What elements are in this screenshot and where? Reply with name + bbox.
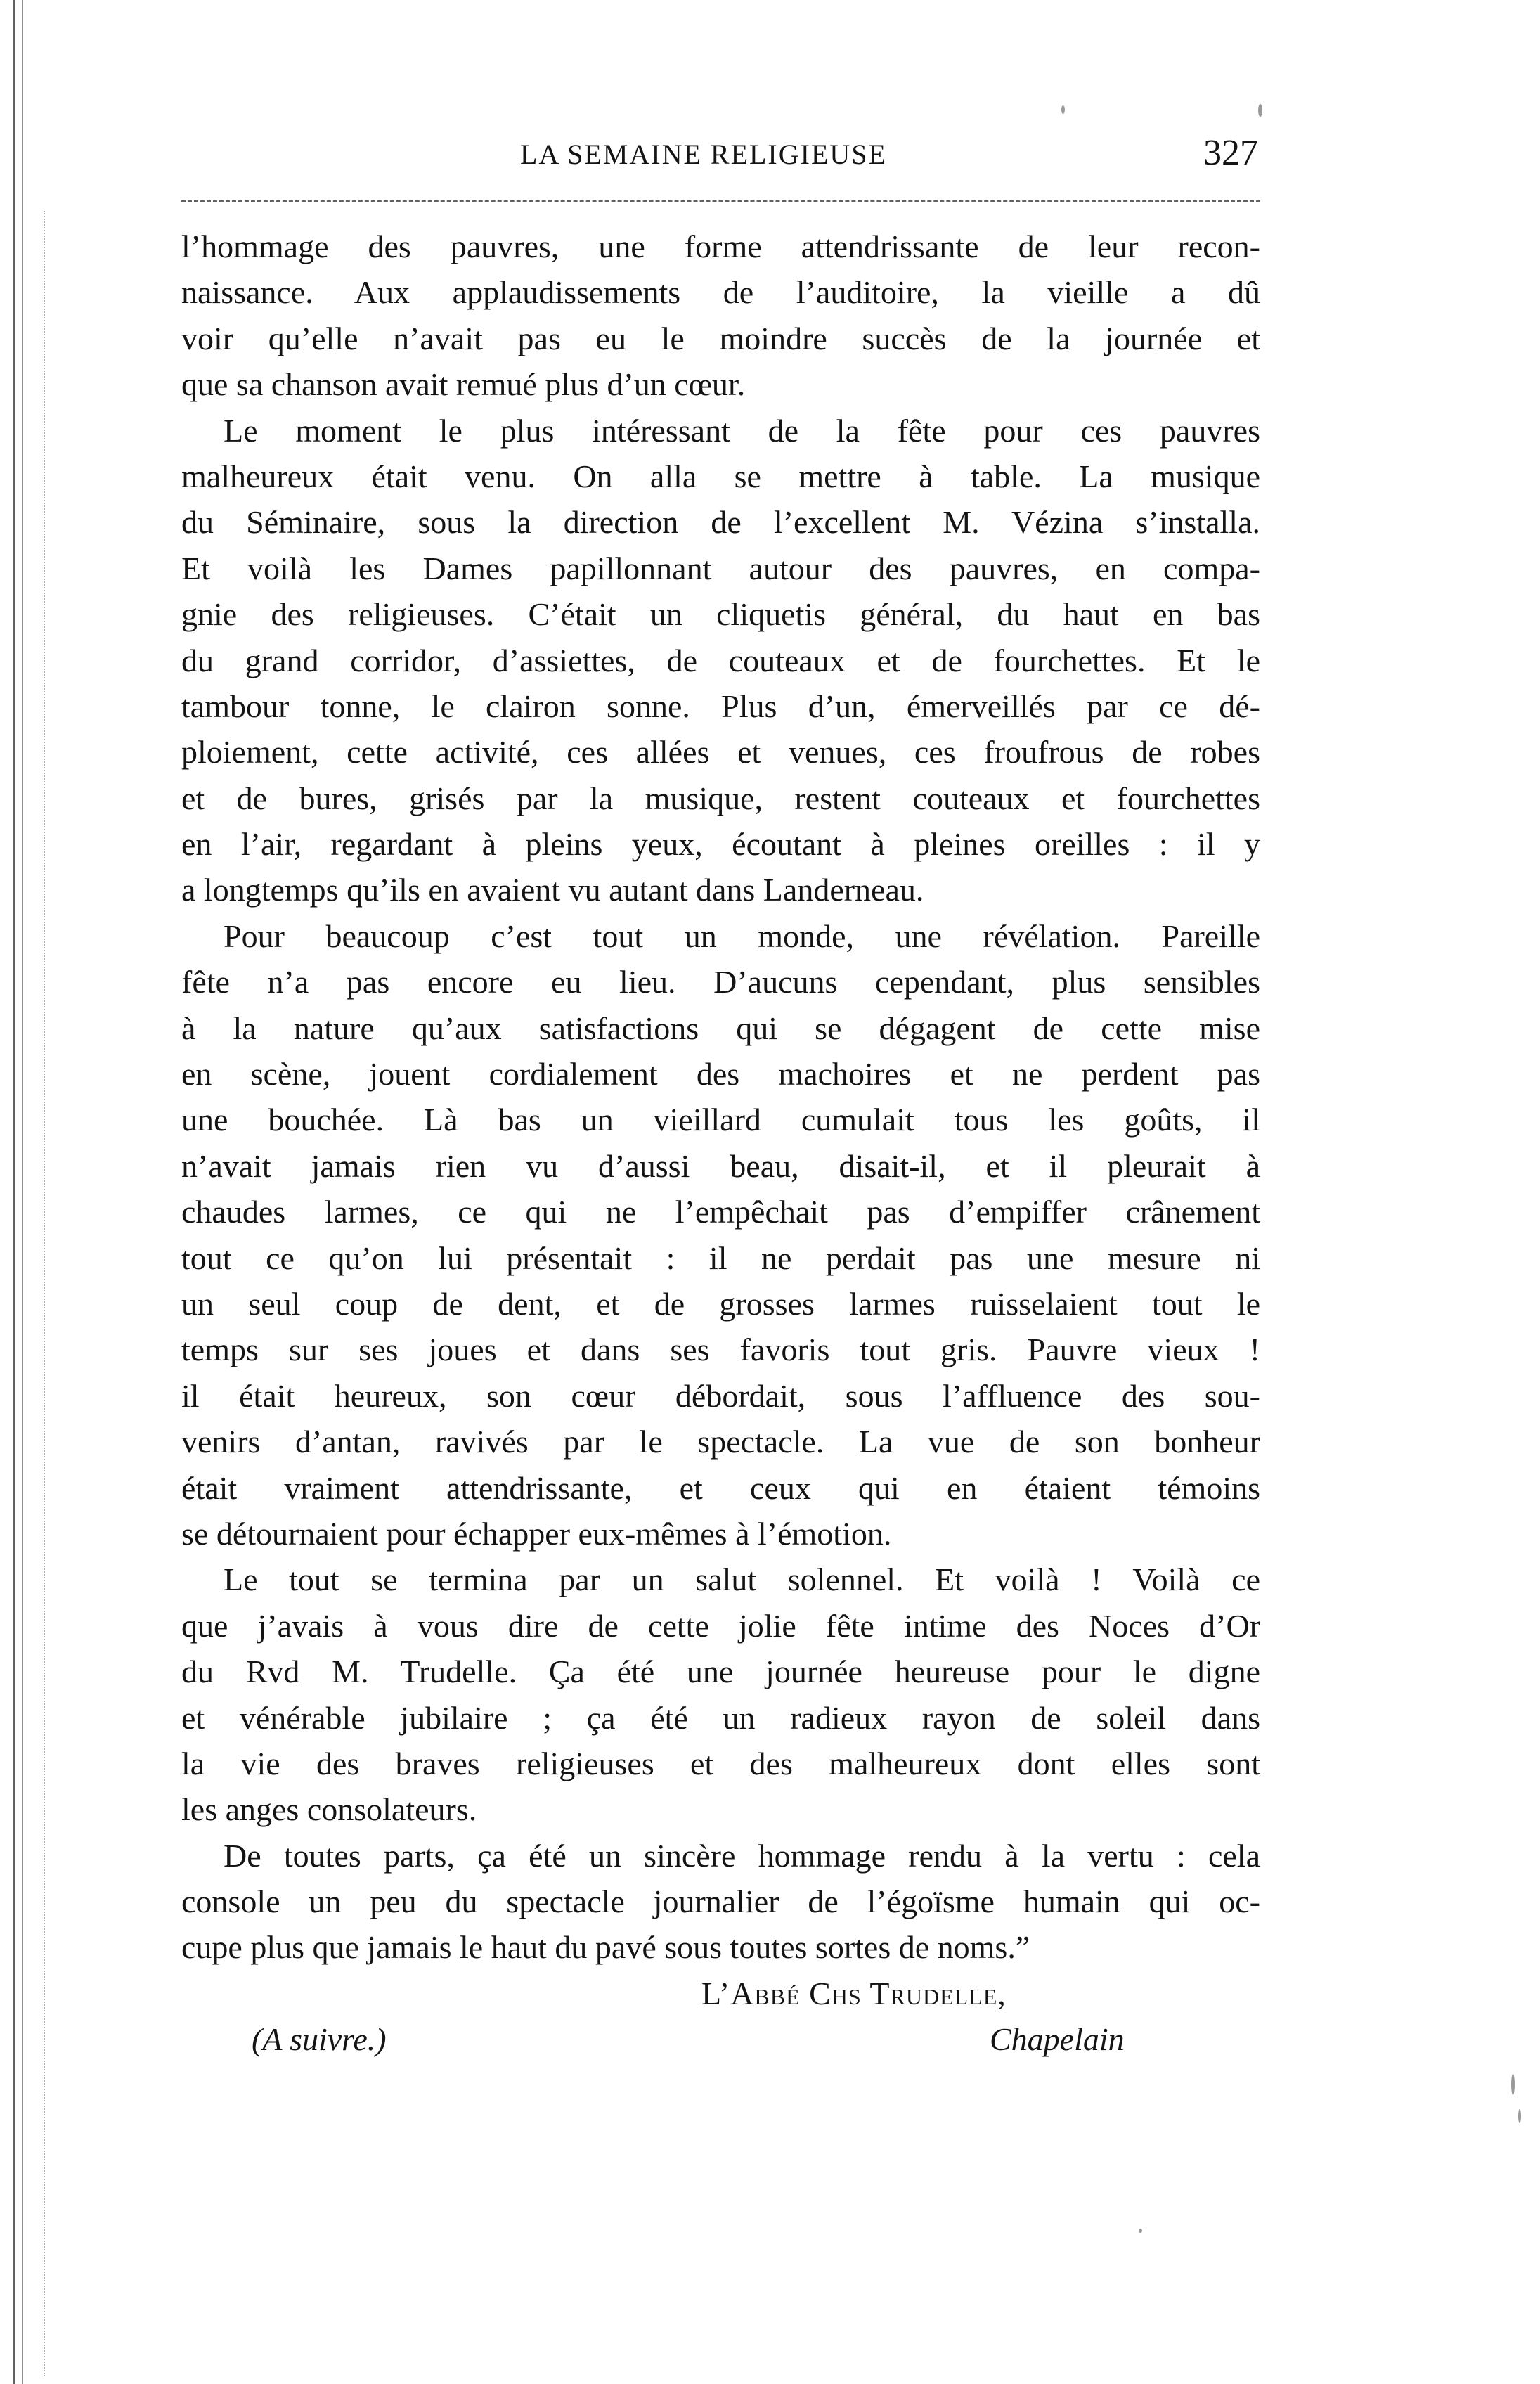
to-be-continued-note: (A suivre.) [252,2021,387,2058]
text-line: naissance. Aux applaudissements de l’auditoire, la vieille a dû [181,274,1260,311]
scan-speck [1139,2229,1142,2233]
text-line: du Séminaire, sous la direction de l’excellent M. Vézina s’installa. [181,504,1260,541]
running-title: LA SEMAINE RELIGIEUSE [520,138,887,170]
text-line: n’avait jamais rien vu d’aussi beau, disait-il, et il pleurait à [181,1147,1260,1184]
binding-edge-shadow [44,211,48,2376]
text-line: De toutes parts, ça été un sincère hommage rendu à la vertu : cela [224,1837,1260,1874]
text-line: cupe plus que jamais le haut du pavé sous toutes sortes de noms.” [181,1929,1030,1966]
signature-name: L’Abbé Chs Trudelle, [701,1975,1007,2011]
text-line: Le moment le plus intéressant de la fête pour ces pauvres [224,412,1260,449]
text-line: tout ce qu’on lui présentait : il ne perdait pas une mesure ni [181,1239,1260,1276]
text-line: du Rvd M. Trudelle. Ça été une journée heureuse pour le digne [181,1654,1260,1690]
text-line: chaudes larmes, ce qui ne l’empêchait pas d’empiffer crânement [181,1194,1260,1230]
scan-speck [1258,104,1262,117]
text-line: se détournaient pour échapper eux-mêmes à l’émotion. [181,1515,892,1552]
signature-line-2 [181,2016,1260,2062]
scan-speck [1518,2109,1521,2123]
binding-edge [13,0,23,2384]
scan-speck [1511,2074,1515,2095]
signature-title: Chapelain [990,2021,1125,2058]
text-line: que sa chanson avait remué plus d’un cœur. [181,366,746,403]
running-head [176,133,1258,187]
text-line: ploiement, cette activité, ces allées et venues, ces froufrous de robes [181,734,1260,771]
text-line: la vie des braves religieuses et des malheureux dont elles sont [181,1745,1260,1781]
page-number: 327 [1203,133,1258,173]
text-line: l’hommage des pauvres, une forme attendrissante de leur recon- [181,228,1260,264]
text-line: les anges consolateurs. [181,1791,477,1828]
text-line: était vraiment attendrissante, et ceux qui en étaient témoins [181,1469,1260,1506]
text-line: voir qu’elle n’avait pas eu le moindre succès de la journée et [181,320,1260,356]
text-line: a longtemps qu’ils en avaient vu autant dans Landerneau. [181,872,924,908]
text-line: et de bures, grisés par la musique, restent couteaux et fourchettes [181,780,1260,816]
text-line: et vénérable jubilaire ; ça été un radieux rayon de soleil dans [181,1699,1260,1736]
text-line: console un peu du spectacle journalier de l’égoïsme humain qui oc- [181,1883,1260,1920]
scan-speck [1061,105,1065,114]
text-line: temps sur ses joues et dans ses favoris tout gris. Pauvre vieux ! [181,1332,1260,1368]
text-line: il était heureux, son cœur débordait, sous l’affluence des sou- [181,1377,1260,1414]
text-line: malheureux était venu. On alla se mettre à table. La musique [181,458,1260,494]
text-line: Pour beaucoup c’est tout un monde, une révélation. Pareille [224,917,1260,954]
text-line: gnie des religieuses. C’était un cliquetis général, du haut en bas [181,596,1260,633]
text-line: Le tout se termina par un salut solennel. Et voilà ! Voilà ce [224,1561,1260,1598]
text-line: fête n’a pas encore eu lieu. D’aucuns cependant, plus sensibles [181,964,1260,1000]
text-line: venirs d’antan, ravivés par le spectacle. La vue de son bonheur [181,1424,1260,1460]
text-line: un seul coup de dent, et de grosses larmes ruisselaient tout le [181,1285,1260,1322]
text-line: à la nature qu’aux satisfactions qui se dégagent de cette mise [181,1010,1260,1046]
text-line: tambour tonne, le clairon sonne. Plus d’un, émerveillés par ce dé- [181,688,1260,724]
text-line: une bouchée. Là bas un vieillard cumulait tous les goûts, il [181,1102,1260,1138]
body-text [181,224,1260,2063]
header-rule [181,200,1260,202]
text-line: que j’avais à vous dire de cette jolie fête intime des Noces d’Or [181,1607,1260,1644]
text-line: en scène, jouent cordialement des machoires et ne perdent pas [181,1056,1260,1093]
text-line: du grand corridor, d’assiettes, de couteaux et de fourchettes. Et le [181,642,1260,678]
text-line: Et voilà les Dames papillonnant autour des pauvres, en compa- [181,550,1260,586]
text-line: en l’air, regardant à pleins yeux, écoutant à pleines oreilles : il y [181,826,1260,863]
signature-line [181,1971,1260,2016]
